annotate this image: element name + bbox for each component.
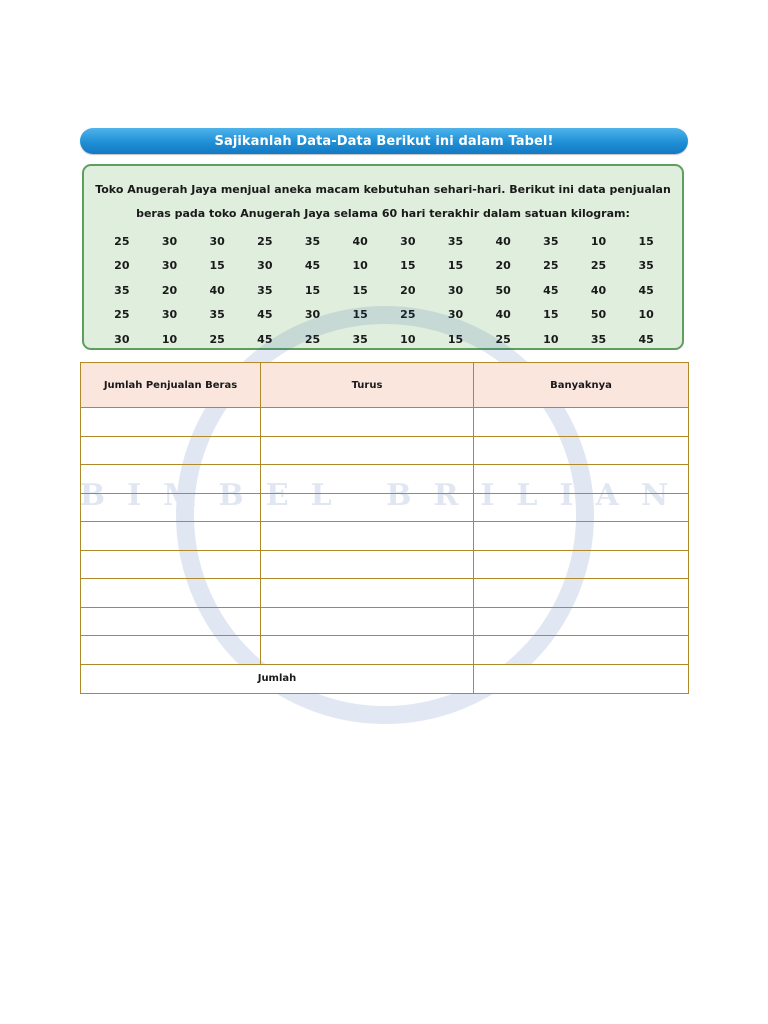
data-value: 35 <box>543 234 559 248</box>
cell-jumlah[interactable] <box>81 607 261 636</box>
cell-jumlah[interactable] <box>81 636 261 665</box>
data-value: 30 <box>257 259 273 273</box>
frequency-table <box>80 362 689 694</box>
cell-banyaknya[interactable] <box>474 579 689 608</box>
data-value: 10 <box>638 308 654 322</box>
data-value: 15 <box>209 259 225 273</box>
data-value: 35 <box>257 283 273 297</box>
cell-banyaknya[interactable] <box>474 493 689 522</box>
header-turus: Turus <box>261 363 474 408</box>
data-value: 10 <box>543 332 559 346</box>
data-value: 35 <box>209 308 225 322</box>
data-value: 35 <box>447 234 464 248</box>
data-value: 15 <box>352 283 368 297</box>
cell-turus[interactable] <box>261 493 474 522</box>
data-value: 35 <box>114 283 130 297</box>
data-value: 35 <box>304 234 321 248</box>
problem-line-2: beras pada toko Anugerah Jaya selama 60 hari terakhir dalam satuan kilogram: <box>136 207 630 220</box>
cell-turus[interactable] <box>261 636 474 665</box>
cell-banyaknya[interactable] <box>474 607 689 636</box>
data-value: 15 <box>400 259 416 273</box>
data-value: 10 <box>161 332 178 346</box>
data-value: 15 <box>543 308 559 322</box>
data-value: 30 <box>114 332 130 346</box>
data-value: 25 <box>304 332 321 346</box>
data-value: 10 <box>352 259 368 273</box>
problem-box <box>82 164 684 350</box>
cell-turus[interactable] <box>261 465 474 494</box>
data-value: 15 <box>304 283 321 297</box>
cell-turus[interactable] <box>261 550 474 579</box>
cell-jumlah[interactable] <box>81 579 261 608</box>
data-value: 20 <box>400 283 416 297</box>
table-row <box>81 408 689 437</box>
data-value: 30 <box>447 308 464 322</box>
data-value: 25 <box>543 259 559 273</box>
total-value-cell[interactable] <box>474 664 689 693</box>
data-value: 10 <box>590 234 607 248</box>
data-value: 30 <box>304 308 321 322</box>
data-value: 45 <box>304 259 321 273</box>
data-value: 20 <box>114 259 130 273</box>
data-value: 30 <box>447 283 464 297</box>
data-value: 45 <box>543 283 559 297</box>
header-banyaknya: Banyaknya <box>474 363 689 408</box>
table-row <box>81 522 689 551</box>
cell-turus[interactable] <box>261 408 474 437</box>
data-value: 45 <box>638 283 654 297</box>
data-value: 50 <box>590 308 607 322</box>
total-row <box>81 664 689 693</box>
data-value: 40 <box>495 308 511 322</box>
table-header-row <box>81 363 689 408</box>
data-value: 25 <box>114 234 130 248</box>
cell-banyaknya[interactable] <box>474 522 689 551</box>
cell-turus[interactable] <box>261 522 474 551</box>
header-jumlah-penjualan: Jumlah Penjualan Beras <box>81 363 261 408</box>
data-value: 15 <box>352 308 368 322</box>
table-body <box>81 408 689 694</box>
data-value: 25 <box>257 234 273 248</box>
cell-turus[interactable] <box>261 436 474 465</box>
problem-statement <box>84 178 682 226</box>
title-text: Sajikanlah Data-Data Berikut ini dalam Tabel! <box>214 133 554 149</box>
cell-jumlah[interactable] <box>81 408 261 437</box>
data-value: 45 <box>257 308 273 322</box>
data-value: 15 <box>638 234 654 248</box>
data-value: 20 <box>495 259 511 273</box>
watermark-text: BIMBEL BRILIAN <box>79 478 691 513</box>
data-value: 25 <box>400 308 416 322</box>
cell-jumlah[interactable] <box>81 522 261 551</box>
data-value: 40 <box>209 283 225 297</box>
data-value: 25 <box>114 308 130 322</box>
cell-banyaknya[interactable] <box>474 408 689 437</box>
data-value: 25 <box>590 259 607 273</box>
cell-turus[interactable] <box>261 607 474 636</box>
data-value: 25 <box>209 332 225 346</box>
data-value: 45 <box>638 332 654 346</box>
table-row <box>81 550 689 579</box>
data-value: 30 <box>209 234 225 248</box>
cell-jumlah[interactable] <box>81 465 261 494</box>
problem-line-1: Toko Anugerah Jaya menjual aneka macam kebutuhan sehari-hari. Berikut ini data penjualan <box>95 183 671 196</box>
data-value: 35 <box>638 259 654 273</box>
table-row <box>81 493 689 522</box>
data-value: 15 <box>447 332 464 346</box>
data-value: 40 <box>590 283 607 297</box>
table-row <box>81 636 689 665</box>
data-value: 30 <box>161 308 178 322</box>
data-value: 35 <box>590 332 607 346</box>
cell-jumlah[interactable] <box>81 493 261 522</box>
data-value: 25 <box>495 332 511 346</box>
cell-banyaknya[interactable] <box>474 636 689 665</box>
data-value: 40 <box>495 234 511 248</box>
table-row <box>81 436 689 465</box>
cell-banyaknya[interactable] <box>474 436 689 465</box>
table-row <box>81 465 689 494</box>
cell-jumlah[interactable] <box>81 436 261 465</box>
cell-jumlah[interactable] <box>81 550 261 579</box>
cell-turus[interactable] <box>261 579 474 608</box>
data-value: 15 <box>447 259 464 273</box>
cell-banyaknya[interactable] <box>474 550 689 579</box>
table-row <box>81 607 689 636</box>
table-row <box>81 579 689 608</box>
data-value: 30 <box>400 234 416 248</box>
data-value: 10 <box>400 332 416 346</box>
total-label: Jumlah <box>81 664 474 693</box>
data-value: 30 <box>161 259 178 273</box>
data-value: 20 <box>161 283 178 297</box>
cell-banyaknya[interactable] <box>474 465 689 494</box>
data-value: 45 <box>257 332 273 346</box>
data-value: 30 <box>161 234 178 248</box>
data-value: 40 <box>352 234 368 248</box>
title-banner <box>80 128 688 154</box>
data-values-grid <box>98 229 670 352</box>
data-value: 50 <box>495 283 511 297</box>
data-value: 35 <box>352 332 368 346</box>
